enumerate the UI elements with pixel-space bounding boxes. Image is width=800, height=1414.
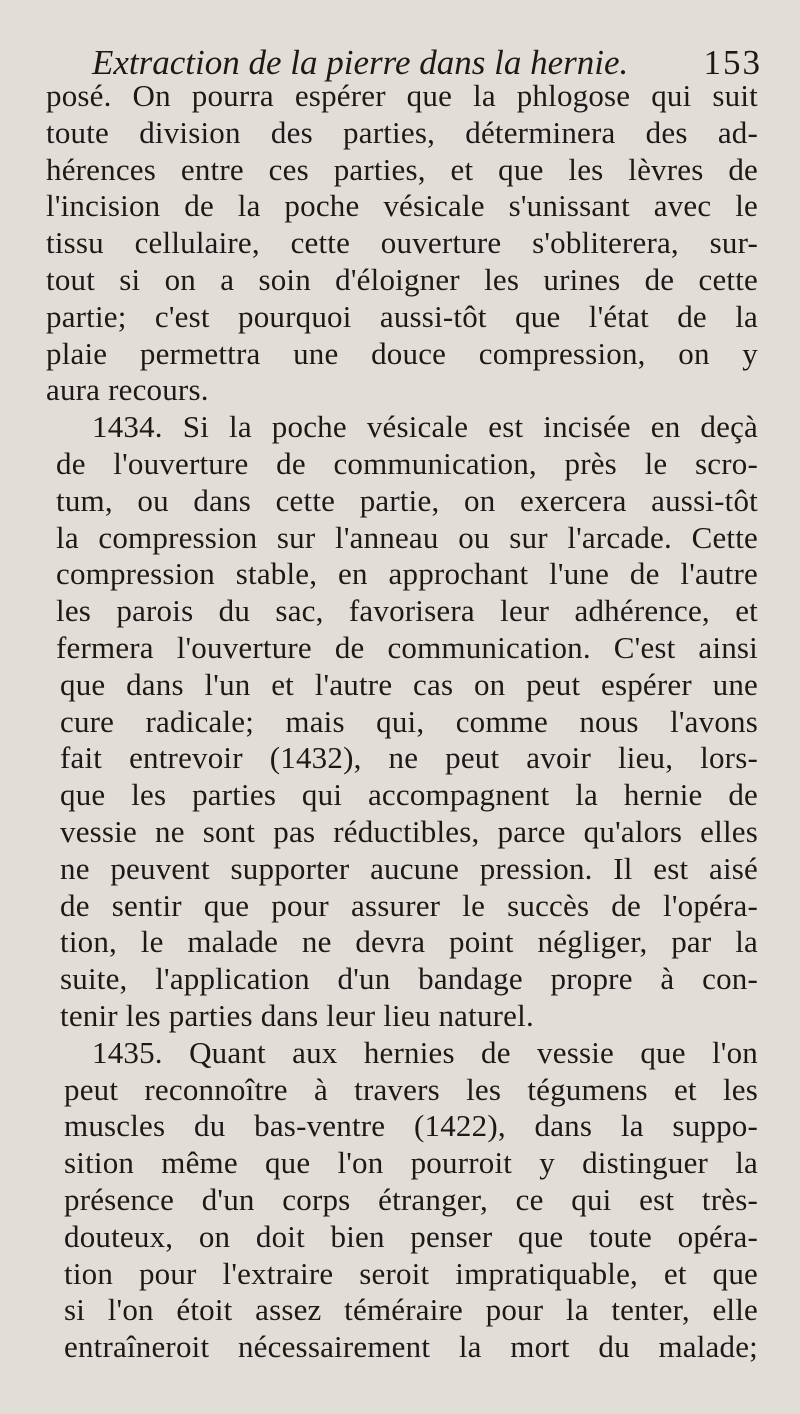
- text-line: tion, le malade ne devra point négliger, par la: [60, 924, 758, 960]
- text-line: fermera l'ouverture de communication. C'est ainsi: [56, 629, 758, 665]
- text-line: toute division des parties, déterminera des ad-: [46, 114, 758, 150]
- text-line: suite, l'application d'un bandage propre à con-: [60, 961, 758, 997]
- text-line: vessie ne sont pas réductibles, parce qu'alors elles: [60, 813, 758, 849]
- text-line: plaie permettra une douce compression, on y: [46, 335, 758, 371]
- text-line: tum, ou dans cette partie, on exercera aussi-tôt: [56, 482, 758, 518]
- text-line: si l'on étoit assez téméraire pour la tenter, elle: [64, 1292, 758, 1328]
- text-line: posé. On pourra espérer que la phlogose qui suit: [46, 78, 758, 113]
- text-line: partie; c'est pourquoi aussi-tôt que l'état de la: [46, 298, 758, 334]
- text-line: de l'ouverture de communication, près le scro-: [56, 445, 758, 481]
- text-line: les parois du sac, favorisera leur adhérence, et: [56, 593, 758, 629]
- text-line: que dans l'un et l'autre cas on peut espérer une: [60, 666, 758, 702]
- text-line: ne peuvent supporter aucune pression. Il est aisé: [60, 850, 758, 886]
- text-line: aura recours.: [46, 372, 209, 408]
- text-line: entraîneroit nécessairement la mort du malade;: [64, 1329, 758, 1365]
- text-line: la compression sur l'anneau ou sur l'arcade. Cette: [56, 519, 758, 555]
- text-line: hérences entre ces parties, et que les lèvres de: [46, 151, 758, 187]
- text-line: compression stable, en approchant l'une de l'autre: [56, 556, 758, 592]
- text-line: peut reconnoître à travers les tégumens et les: [64, 1071, 758, 1107]
- text-line: cure radicale; mais qui, comme nous l'avons: [60, 703, 758, 739]
- text-line: sition même que l'on pourroit y distinguer la: [64, 1145, 758, 1181]
- text-line: douteux, on doit bien penser que toute opéra-: [64, 1218, 758, 1254]
- text-line: tenir les parties dans leur lieu naturel.: [60, 997, 534, 1033]
- running-head-title: Extraction de la pierre dans la hernie.: [92, 43, 629, 82]
- text-line: de sentir que pour assurer le succès de l'opéra-: [60, 887, 758, 923]
- text-line: fait entrevoir (1432), ne peut avoir lieu, lors-: [60, 740, 758, 776]
- paragraph-1434-start: 1434. Si la poche vésicale est incisée en deçà: [92, 409, 758, 445]
- text-line: que les parties qui accompagnent la hernie de: [60, 777, 758, 813]
- text-line: tissu cellulaire, cette ouverture s'obliterera, sur-: [46, 225, 758, 261]
- text-line: tout si on a soin d'éloigner les urines de cette: [46, 261, 758, 297]
- page-number: 153: [703, 43, 762, 82]
- body-text: [46, 78, 758, 1366]
- text-line: présence d'un corps étranger, ce qui est très-: [64, 1181, 758, 1217]
- paragraph-1435-start: 1435. Quant aux hernies de vessie que l'on: [92, 1034, 758, 1070]
- text-line: muscles du bas-ventre (1422), dans la suppo-: [64, 1108, 758, 1144]
- text-line: l'incision de la poche vésicale s'unissant avec le: [46, 188, 758, 224]
- text-line: tion pour l'extraire seroit impratiquable, et que: [64, 1255, 758, 1291]
